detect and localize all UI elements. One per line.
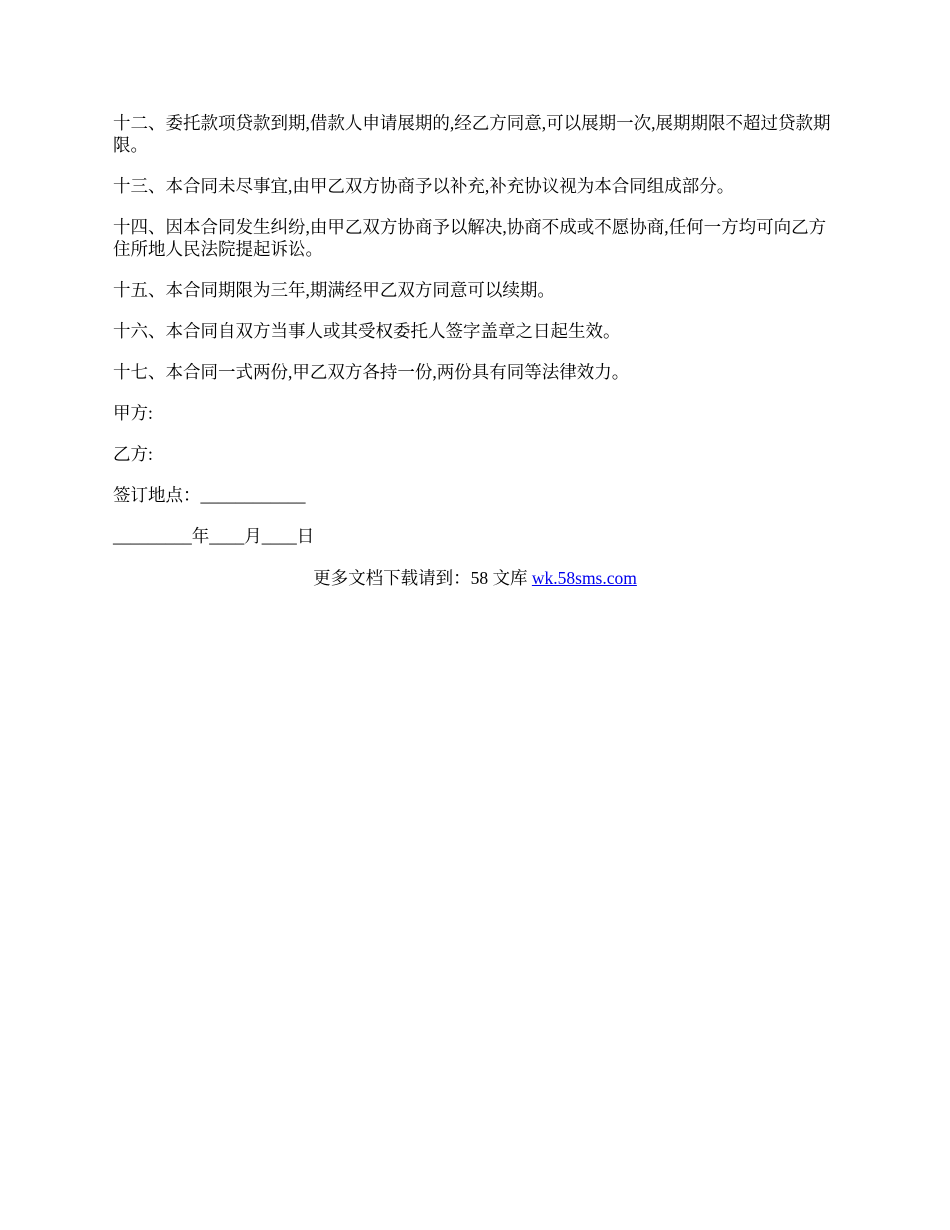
clause-16: 十六、本合同自双方当事人或其受权委托人签字盖章之日起生效。 — [113, 321, 621, 341]
party-a-label: 甲方: — [113, 403, 153, 423]
clause-17: 十七、本合同一式两份,甲乙双方各持一份,两份具有同等法律效力。 — [113, 362, 630, 382]
party-b-label: 乙方: — [113, 444, 153, 464]
clause-15: 十五、本合同期限为三年,期满经甲乙双方同意可以续期。 — [113, 280, 555, 300]
footer-link[interactable]: wk.58sms.com — [531, 568, 637, 588]
clause-12: 十二、委托款项贷款到期,借款人申请展期的,经乙方同意,可以展期一次,展期期限不超过贷款期限。 — [113, 113, 831, 155]
clause-13: 十三、本合同未尽事宜,由甲乙双方协商予以补充,补充协议视为本合同组成部分。 — [113, 176, 735, 196]
footer-download-note — [0, 567, 950, 589]
clause-14: 十四、因本合同发生纠纷,由甲乙双方协商予以解决,协商不成或不愿协商,任何一方均可向乙方住所地人民法院提起诉讼。 — [113, 217, 827, 259]
document-body — [113, 112, 843, 566]
footer-text: 更多文档下载请到：58 文库 — [313, 568, 532, 588]
sign-date-field: _________年____月____日 — [113, 526, 315, 546]
sign-place-field: 签订地点：____________ — [113, 485, 306, 505]
